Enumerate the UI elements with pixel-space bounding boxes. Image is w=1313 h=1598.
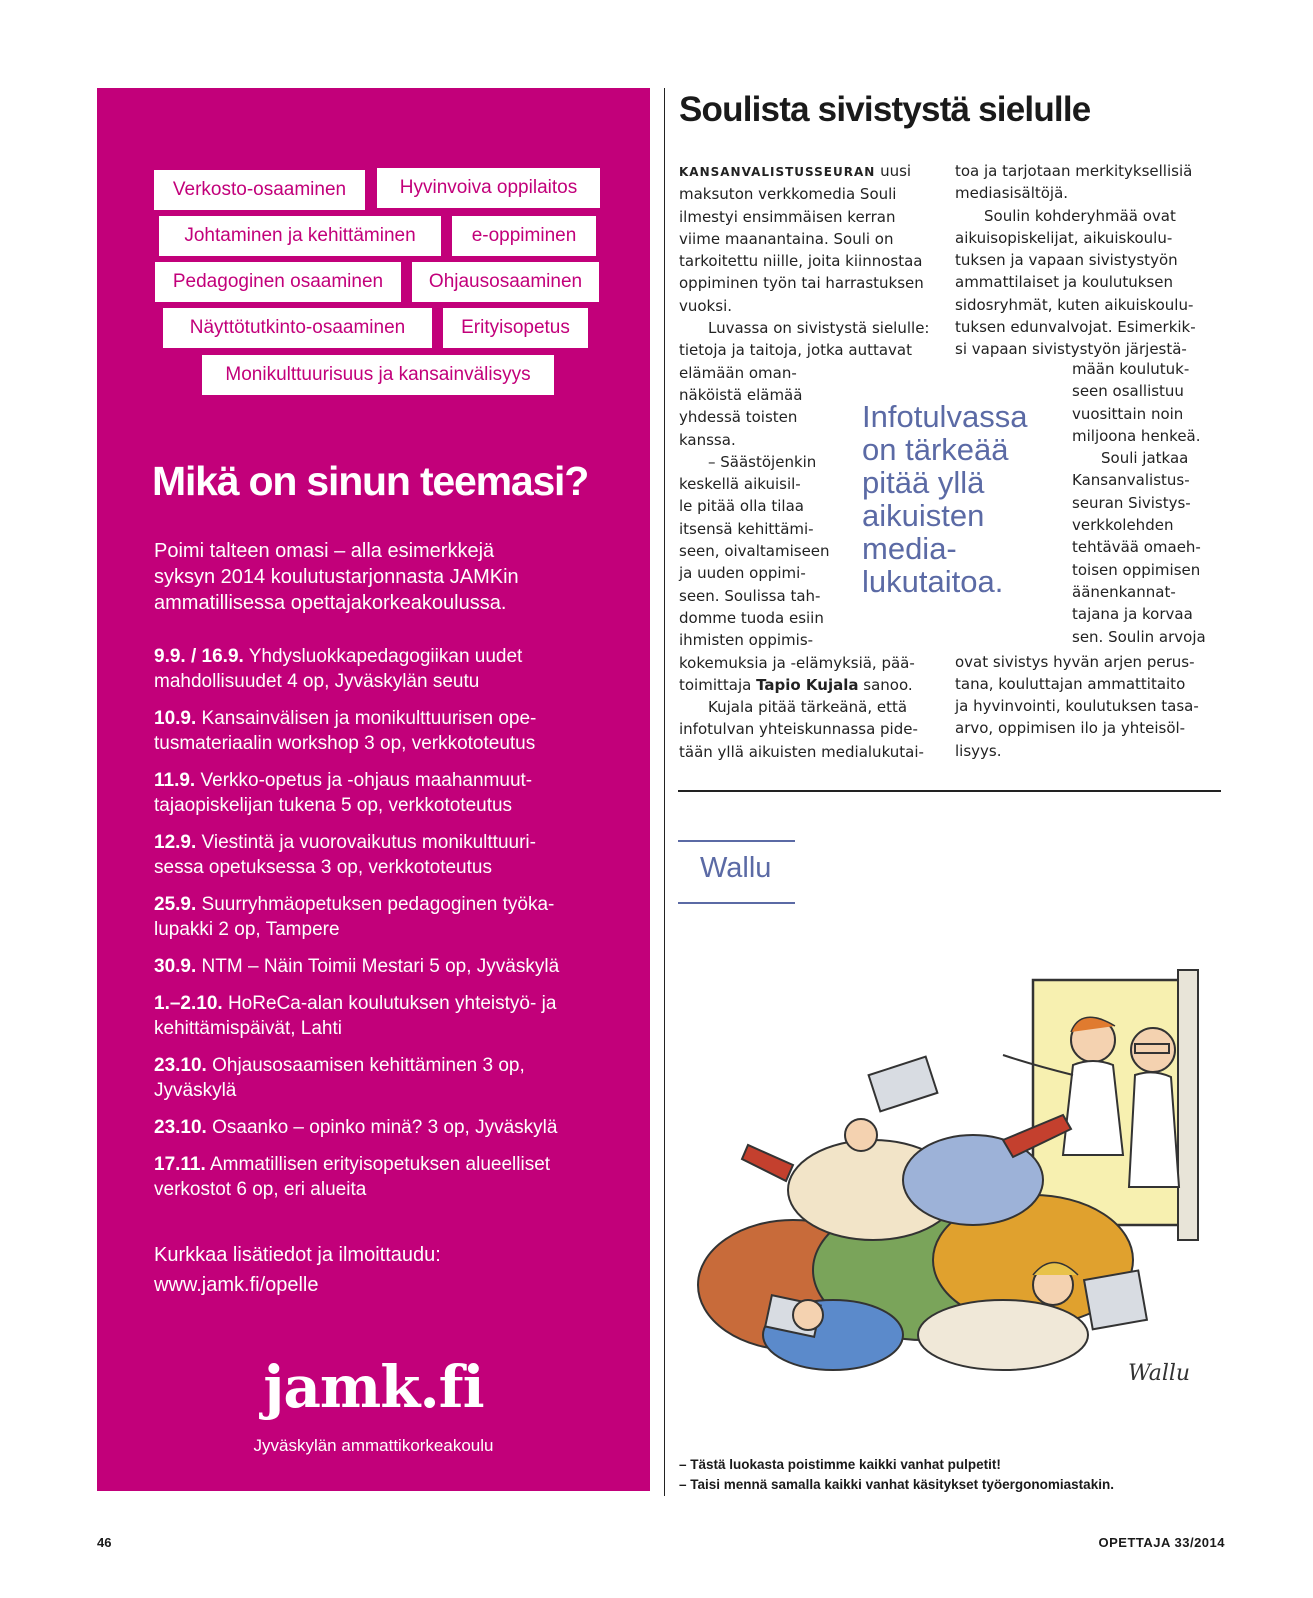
course-date: 25.9. [154, 894, 197, 915]
article-column-3 [1072, 358, 1206, 648]
body-line: ja uuden oppimi- [679, 564, 806, 583]
course-item [154, 768, 624, 818]
body-line: tehtävää omaeh- [1072, 538, 1201, 557]
body-line: ihmisten oppimis- [679, 631, 814, 650]
course-date: 30.9. [154, 956, 197, 977]
ad-intro-line: ammatillisessa opettajakorkeakoulussa. [154, 592, 507, 614]
body-line: aikuisopiskelijat, aikuiskoulu- [955, 228, 1173, 247]
lead-caps: KANSANVALISTUSSEURAN [679, 165, 876, 179]
body-line: keskellä aikuisil- [679, 475, 801, 494]
course-text: Yhdysluokkapedagogiikan uudet [243, 646, 523, 667]
pull-quote-line: pitää yllä [862, 465, 985, 500]
course-item [154, 830, 624, 880]
pull-quote-line: aikuisten [862, 498, 985, 533]
body-line: arvo, oppimisen ilo ja yhteisöl- [955, 719, 1186, 738]
body-line: sen. Soulin arvoja [1072, 627, 1206, 646]
body-line: sidosryhmät, kuten aikuiskoulu- [955, 295, 1194, 314]
caption-line: – Taisi mennä samalla kaikki vanhat käsitykset työergonomiastakin. [679, 1477, 1114, 1492]
pull-quote-line: Infotulvassa [862, 399, 1028, 434]
course-date: 9.9. / 16.9. [154, 646, 244, 667]
course-list [154, 644, 624, 1214]
course-item [154, 706, 624, 756]
body-line: le pitää olla tilaa [679, 497, 804, 516]
body-line: tajana ja korvaa [1072, 605, 1193, 624]
theme-tag: Pedagoginen osaaminen [155, 262, 401, 302]
ad-intro-line: syksyn 2014 koulutustarjonnasta JAMKin [154, 566, 519, 588]
theme-tag: Johtaminen ja kehittäminen [159, 216, 441, 256]
more-info-text: Kurkkaa lisätiedot ja ilmoittaudu: [154, 1244, 441, 1266]
body-line: seen, oivaltamiseen [679, 542, 830, 561]
body-line: ilmestyi ensimmäisen kerran [679, 207, 896, 226]
body-line: miljoona henkeä. [1072, 426, 1201, 445]
body-line: seen osallistuu [1072, 382, 1184, 401]
course-text: Viestintä ja vuorovaikutus monikulttuuri- [196, 832, 536, 853]
body-line: äänenkannat- [1072, 582, 1176, 601]
more-info-url[interactable]: www.jamk.fi/opelle [154, 1274, 319, 1296]
course-date: 12.9. [154, 832, 197, 853]
artist-signature: Wallu [1128, 1361, 1191, 1386]
theme-tag: Verkosto-osaaminen [154, 170, 365, 210]
course-text: verkostot 6 op, eri alueita [154, 1179, 367, 1200]
body-text: toimittaja [679, 675, 757, 694]
course-item [154, 1152, 624, 1202]
page-number: 46 [97, 1535, 112, 1550]
course-text: lupakki 2 op, Tampere [154, 919, 340, 940]
course-text: Osaanko – opinko minä? 3 op, Jyväskylä [206, 1117, 558, 1138]
figure-body [1129, 1072, 1179, 1187]
course-text: tusmateriaalin workshop 3 op, verkkototeutus [154, 733, 536, 754]
course-date: 17.11. [154, 1154, 206, 1175]
theme-tag: Monikulttuurisuus ja kansainvälisyys [202, 355, 554, 395]
laptop [869, 1057, 938, 1112]
article-end-rule [678, 790, 1221, 792]
course-item [154, 892, 624, 942]
theme-tag: e-oppiminen [452, 216, 596, 256]
body-line: tään yllä aikuisten medialukutai- [679, 742, 924, 761]
jamk-logo: jamk.fi [263, 1353, 484, 1421]
column-divider [664, 88, 665, 1496]
course-date: 23.10. [154, 1055, 207, 1076]
body-text: uusi [875, 162, 912, 180]
body-line: vuoksi. [679, 296, 732, 315]
body-line: verkkolehden [1072, 516, 1174, 535]
course-text: Ammatillisen erityisopetuksen alueelliset [205, 1154, 551, 1175]
pull-quote [862, 400, 1027, 598]
body-line: itsensä kehittämi- [679, 519, 814, 538]
course-text: Suurryhmäopetuksen pedagoginen työka- [196, 894, 555, 915]
ad-intro-line: Poimi talteen omasi – alla esimerkkejä [154, 540, 495, 562]
theme-tag: Hyvinvoiva oppilaitos [377, 168, 600, 208]
body-line: mediasisältöjä. [955, 184, 1069, 203]
body-line: Soulin kohderyhmää ovat [984, 206, 1176, 225]
theme-tag: Erityisopetus [443, 308, 588, 348]
body-line: Kansanvalistus- [1072, 471, 1190, 490]
body-line: domme tuoda esiin [679, 608, 824, 627]
caption-line: – Tästä luokasta poistimme kaikki vanhat pulpetit! [679, 1457, 1001, 1472]
course-item [154, 991, 624, 1041]
body-line: tuksen ja vapaan sivistystyön [955, 251, 1178, 270]
body-line: elämään oman- [679, 363, 797, 382]
course-text: mahdollisuudet 4 op, Jyväskylän seutu [154, 671, 480, 692]
body-line: näköistä elämää [679, 385, 803, 404]
body-line: Kujala pitää tärkeänä, että [708, 698, 908, 717]
body-line: tana, kouluttajan ammattitaito [955, 674, 1186, 693]
body-line: Souli jatkaa [1101, 449, 1189, 468]
course-date: 10.9. [154, 708, 197, 729]
figure-head [845, 1119, 877, 1151]
body-line: tuksen edunvalvojat. Esimerkik- [955, 318, 1196, 337]
body-line: seen. Soulissa tah- [679, 586, 821, 605]
course-text: NTM – Näin Toimii Mestari 5 op, Jyväskylä [196, 956, 560, 977]
course-item [154, 1053, 624, 1103]
body-line: toa ja tarjotaan merkityksellisiä [955, 162, 1193, 180]
course-text: Kansainvälisen ja monikulttuurisen ope- [196, 708, 537, 729]
body-line: kokemuksia ja -elämyksiä, pää- [679, 653, 915, 672]
course-item [154, 1115, 624, 1140]
ad-heading: Mikä on sinun teemasi? [152, 458, 589, 504]
body-line: seuran Sivistys- [1072, 493, 1191, 512]
course-item [154, 644, 624, 694]
theme-tag: Näyttötutkinto-osaaminen [163, 308, 432, 348]
pull-quote-line: on tärkeää [862, 432, 1009, 467]
cartoon-caption [679, 1455, 1114, 1495]
body-text: sanoo. [858, 675, 913, 694]
body-line: ja hyvinvointi, koulutuksen tasa- [955, 697, 1199, 716]
body-line: si vapaan sivistystyön järjestä- [955, 340, 1187, 359]
body-line: tietoja ja taitoja, jotka auttavat [679, 341, 912, 360]
body-line: lisyys. [955, 741, 1002, 760]
laptop [1084, 1271, 1147, 1330]
body-line: ammattilaiset ja koulutuksen [955, 273, 1174, 292]
section-rule [678, 902, 795, 904]
figure-head [793, 1300, 823, 1330]
body-line: – Säästöjenkin [708, 452, 817, 471]
ad-more-info [154, 1240, 441, 1300]
course-item [154, 954, 624, 979]
body-line: ovat sivistys hyvän arjen perus- [955, 652, 1195, 671]
pull-quote-line: lukutaitoa. [862, 564, 1004, 599]
body-line: Luvassa on sivistystä sielulle: [708, 319, 930, 338]
body-line: kanssa. [679, 430, 736, 449]
pull-quote-line: media- [862, 531, 957, 566]
figure-legs [742, 1145, 793, 1181]
person-name: Tapio Kujala [756, 675, 859, 694]
course-text: tajaopiskelijan tukena 5 op, verkkototeutus [154, 795, 513, 816]
section-rule [678, 840, 795, 842]
course-text: Jyväskylä [154, 1080, 237, 1101]
theme-tag: Ohjausosaaminen [412, 262, 599, 302]
door-panel [1178, 970, 1198, 1240]
course-date: 1.–2.10. [154, 993, 223, 1014]
cartoon-illustration [673, 940, 1233, 1398]
course-text: kehittämispäivät, Lahti [154, 1018, 342, 1039]
body-line: mään koulutuk- [1072, 360, 1190, 378]
course-text: Ohjausosaamisen kehittäminen 3 op, [206, 1055, 525, 1076]
body-line: yhdessä toisten [679, 408, 798, 427]
body-line: oppiminen työn tai harrastuksen [679, 274, 924, 293]
course-date: 23.10. [154, 1117, 207, 1138]
body-line: toisen oppimisen [1072, 560, 1201, 579]
body-line: infotulvan yhteiskunnassa pide- [679, 720, 918, 739]
ad-intro [154, 538, 634, 616]
body-line: tarkoitettu niille, joita kiinnostaa [679, 252, 923, 271]
article-title: Soulista sivistystä sielulle [679, 90, 1091, 129]
course-text: Verkko-opetus ja -ohjaus maahanmuut- [195, 770, 533, 791]
course-date: 11.9. [154, 770, 196, 791]
issue-label: OPETTAJA 33/2014 [1098, 1535, 1225, 1550]
body-line: viime maanantaina. Souli on [679, 229, 894, 248]
course-text: sessa opetuksessa 3 op, verkkototeutus [154, 857, 492, 878]
body-line: vuosittain noin [1072, 404, 1184, 423]
beanbag [918, 1300, 1088, 1370]
body-line: maksuton verkkomedia Souli [679, 185, 897, 204]
course-text: HoReCa-alan koulutuksen yhteistyö- ja [222, 993, 557, 1014]
cartoon-section-label: Wallu [700, 852, 772, 884]
jamk-advertisement [97, 88, 650, 1491]
jamk-logo-subtitle: Jyväskylän ammattikorkeakoulu [253, 1436, 494, 1455]
